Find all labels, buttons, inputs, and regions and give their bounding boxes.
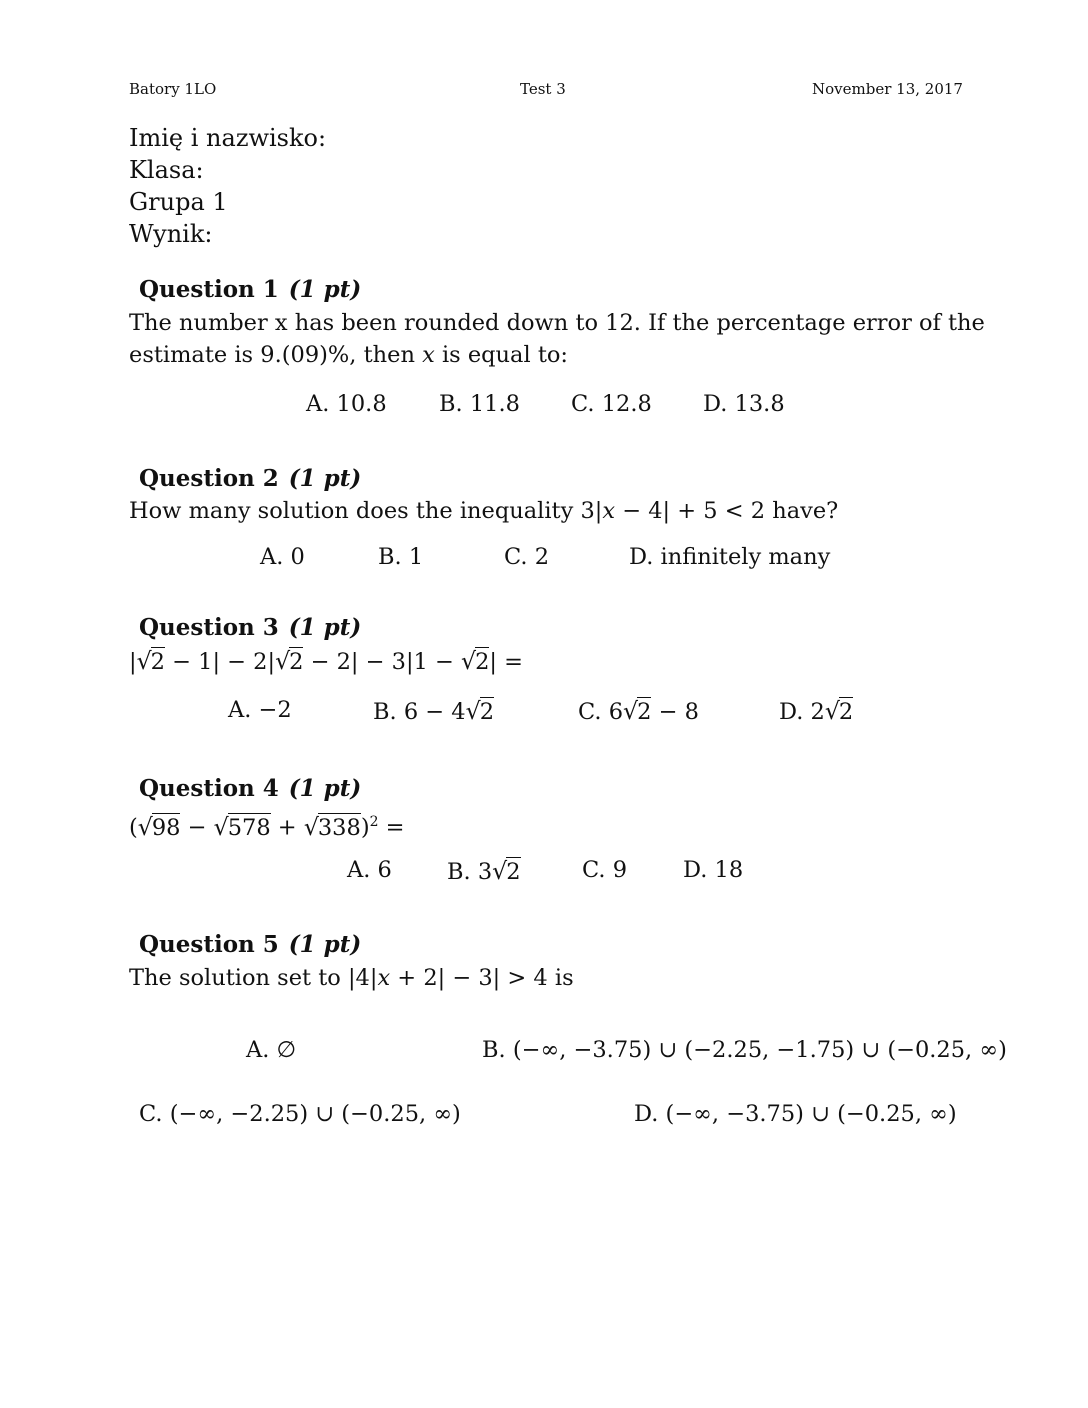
question-1-title: Question 1 <box>139 276 279 303</box>
expr-part: − 1| − 2| <box>164 649 276 675</box>
question-3-option-d[interactable] <box>779 697 853 725</box>
question-5-points: (1 pt) <box>288 931 362 958</box>
question-2-option-a[interactable]: A. 0 <box>260 544 305 570</box>
question-5-option-b[interactable]: B. (−∞, −3.75) ∪ (−2.25, −1.75) ∪ (−0.25, ∞) <box>482 1037 1007 1063</box>
question-1-text-post: is equal to: <box>434 342 568 368</box>
option-text: B. 3 <box>447 859 493 885</box>
header-left: Batory 1LO <box>129 80 217 98</box>
question-5-heading <box>139 931 361 958</box>
question-2-text-post: − 4| + 5 < 2 have? <box>615 498 839 524</box>
question-1-option-b[interactable]: B. 11.8 <box>439 391 520 417</box>
sqrt-symbol: √2 <box>492 857 521 885</box>
sqrt-symbol: √2 <box>465 697 495 725</box>
radicand: 2 <box>506 859 521 885</box>
question-1-variable: x <box>422 342 435 368</box>
question-4-title: Question 4 <box>139 775 279 802</box>
question-5-text-pre: The solution set to |4| <box>129 965 378 991</box>
question-4-option-c[interactable]: C. 9 <box>582 857 628 883</box>
question-3-heading <box>139 614 361 641</box>
radicand: 98 <box>151 814 181 841</box>
radicand: 2 <box>150 649 165 675</box>
question-1-text-line-1: The number x has been rounded down to 12. If the percentage error of the <box>129 310 985 336</box>
sqrt-symbol: √578 <box>213 812 271 841</box>
question-2-variable: x <box>602 498 616 524</box>
question-4-heading <box>139 775 361 802</box>
expr-part: − <box>180 814 214 841</box>
question-1-option-a[interactable]: A. 10.8 <box>306 391 387 417</box>
question-1-text-pre: estimate is 9.(09)%, then <box>129 342 423 368</box>
header-date: November 13, 2017 <box>812 80 963 98</box>
question-3-title: Question 3 <box>139 614 279 641</box>
radicand: 338 <box>317 814 361 841</box>
expr-part: = <box>378 814 405 841</box>
header-center: Test 3 <box>520 80 566 98</box>
expr-part: ) <box>360 814 370 841</box>
question-1-heading <box>139 276 361 303</box>
sqrt-symbol: √2 <box>136 647 165 675</box>
question-2-title: Question 2 <box>139 465 279 492</box>
question-2-option-d[interactable]: D. infinitely many <box>629 544 831 570</box>
question-1-points: (1 pt) <box>288 276 362 303</box>
question-3-option-b[interactable] <box>373 697 494 725</box>
question-5-option-c[interactable]: C. (−∞, −2.25) ∪ (−0.25, ∞) <box>139 1101 461 1127</box>
expr-part: + <box>270 814 304 841</box>
radicand: 2 <box>479 699 495 725</box>
question-4-option-a[interactable]: A. 6 <box>347 857 392 883</box>
sqrt-symbol: √2 <box>461 647 490 675</box>
option-text: C. 6 <box>578 699 624 725</box>
question-5-text-post: + 2| − 3| > 4 is <box>390 965 574 991</box>
radicand: 578 <box>227 814 271 841</box>
expr-part: ( <box>129 814 138 841</box>
question-4-option-b[interactable] <box>447 857 521 885</box>
radicand: 2 <box>475 649 490 675</box>
question-2-option-c[interactable]: C. 2 <box>504 544 550 570</box>
expr-part: − 2| − 3|1 − <box>303 649 462 675</box>
sqrt-symbol: √2 <box>824 697 854 725</box>
expr-part: | = <box>489 649 523 675</box>
question-4-points: (1 pt) <box>288 775 362 802</box>
question-5-option-a[interactable]: A. ∅ <box>246 1037 297 1063</box>
question-3-option-a[interactable]: A. −2 <box>228 697 292 723</box>
option-text: − 8 <box>651 699 699 725</box>
exponent: 2 <box>369 814 379 830</box>
sqrt-symbol: √338 <box>303 812 361 841</box>
question-5-title: Question 5 <box>139 931 279 958</box>
question-2-heading <box>139 465 361 492</box>
class-field-label: Klasa: <box>129 156 204 184</box>
question-3-option-c[interactable] <box>578 697 699 725</box>
sqrt-symbol: √2 <box>275 647 304 675</box>
question-5-text <box>129 962 574 994</box>
score-field-label: Wynik: <box>129 220 213 248</box>
option-text: D. 2 <box>779 699 825 725</box>
sqrt-symbol: √98 <box>137 812 181 841</box>
question-1-option-d[interactable]: D. 13.8 <box>703 391 785 417</box>
question-1-text-line-2 <box>129 339 568 371</box>
question-3-expression <box>129 645 523 678</box>
radicand: 2 <box>289 649 304 675</box>
question-2-points: (1 pt) <box>288 465 362 492</box>
group-label: Grupa 1 <box>129 188 228 216</box>
question-3-points: (1 pt) <box>288 614 362 641</box>
sqrt-symbol: √2 <box>623 697 652 725</box>
radicand: 2 <box>637 699 652 725</box>
question-2-text <box>129 495 838 527</box>
question-2-option-b[interactable]: B. 1 <box>378 544 424 570</box>
question-4-option-d[interactable]: D. 18 <box>683 857 744 883</box>
question-5-option-d[interactable]: D. (−∞, −3.75) ∪ (−0.25, ∞) <box>634 1101 957 1127</box>
question-1-option-c[interactable]: C. 12.8 <box>571 391 652 417</box>
name-field-label: Imię i nazwisko: <box>129 124 327 152</box>
question-2-text-pre: How many solution does the inequality 3| <box>129 498 603 524</box>
expr-part: | <box>129 649 137 675</box>
question-5-variable: x <box>377 965 391 991</box>
option-text: B. 6 − 4 <box>373 699 466 725</box>
question-4-expression <box>129 806 405 844</box>
radicand: 2 <box>838 699 854 725</box>
